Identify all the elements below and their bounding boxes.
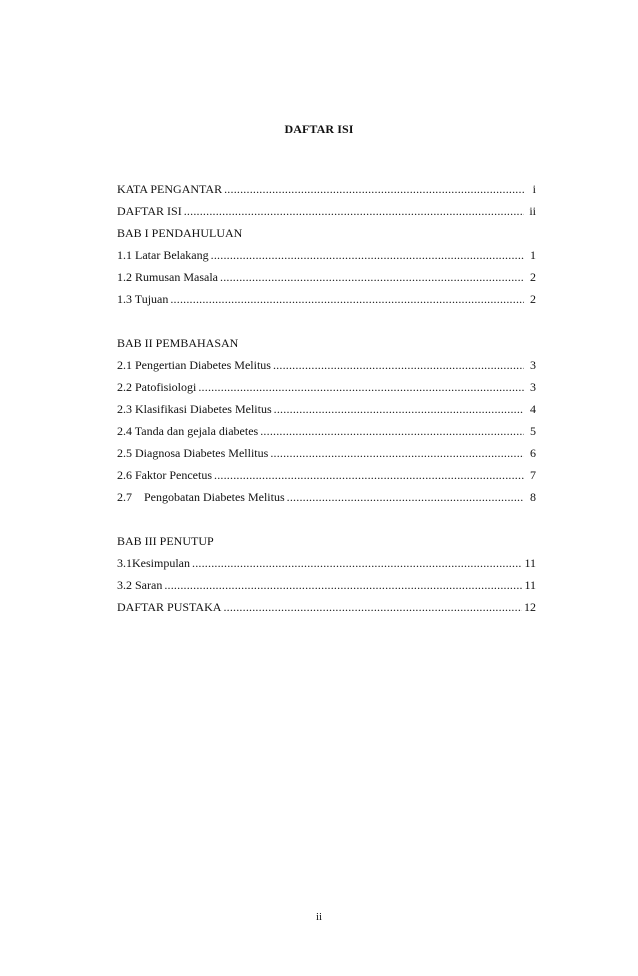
dot-leader — [273, 354, 524, 376]
toc-entry-page: 12 — [524, 600, 536, 614]
toc-entry-page: 8 — [530, 490, 536, 504]
dot-leader — [170, 288, 524, 310]
toc-entry-page: i — [532, 182, 536, 196]
dot-leader — [211, 244, 524, 266]
toc-chapter-label: BAB III PENUTUP — [117, 534, 214, 548]
toc-entry-label: 2.7 Pengobatan Diabetes Melitus — [117, 490, 285, 504]
dot-leader — [274, 398, 524, 420]
toc-entry-label: 1.1 Latar Belakang — [117, 248, 209, 262]
toc-entry-label: DAFTAR ISI — [117, 204, 182, 218]
toc-entry-page: 5 — [530, 424, 536, 438]
toc-entry — [117, 398, 539, 420]
dot-leader — [198, 376, 524, 398]
toc-chapter-label: BAB I PENDAHULUAN — [117, 226, 243, 240]
toc-entry-label: 1.3 Tujuan — [117, 292, 169, 306]
toc-entry — [117, 552, 539, 574]
toc-entry — [117, 420, 539, 442]
toc-entry-page: 3 — [530, 358, 536, 372]
toc-entry-label: 3.2 Saran — [117, 578, 163, 592]
toc-entry-label: 3.1Kesimpulan — [117, 556, 190, 570]
toc-entry-label: 2.3 Klasifikasi Diabetes Melitus — [117, 402, 272, 416]
toc-entry-page: 2 — [530, 292, 536, 306]
toc-entry-page: ii — [529, 204, 536, 218]
toc-entry-daftar-pustaka — [117, 596, 539, 618]
toc-entry-label: 2.1 Pengertian Diabetes Melitus — [117, 358, 271, 372]
dot-leader — [287, 486, 524, 508]
dot-leader — [214, 464, 524, 486]
toc-entry-label: 2.5 Diagnosa Diabetes Mellitus — [117, 446, 269, 460]
dot-leader — [224, 178, 524, 200]
toc-entry — [117, 486, 539, 508]
dot-leader — [220, 266, 524, 288]
dot-leader — [270, 442, 524, 464]
dot-leader — [192, 552, 522, 574]
toc-entry-page: 11 — [524, 556, 536, 570]
toc-entry-page: 3 — [530, 380, 536, 394]
footer-page-number: ii — [315, 911, 323, 923]
toc-entry-page: 11 — [524, 578, 536, 592]
toc-entry-label: KATA PENGANTAR — [117, 182, 223, 196]
toc-chapter-heading — [117, 222, 539, 244]
toc-entry-page: 1 — [530, 248, 536, 262]
toc-entry — [117, 442, 539, 464]
toc-entry-label: 2.4 Tanda dan gejala diabetes — [117, 424, 259, 438]
toc-chapter-label: BAB II PEMBAHASAN — [117, 336, 239, 350]
toc-entry — [117, 244, 539, 266]
dot-leader — [164, 574, 522, 596]
toc-entry-label: DAFTAR PUSTAKA — [117, 600, 222, 614]
toc-chapter-heading — [117, 332, 539, 354]
dot-leader — [184, 200, 524, 222]
toc-entry-label: 2.6 Faktor Pencetus — [117, 468, 212, 482]
toc-entry-page: 7 — [530, 468, 536, 482]
toc-entry-page: 2 — [530, 270, 536, 284]
toc-entry — [117, 266, 539, 288]
dot-leader — [260, 420, 524, 442]
toc-entry — [117, 574, 539, 596]
toc-entry-daftar-isi — [117, 200, 539, 222]
toc-entry — [117, 464, 539, 486]
toc-entry-page: 6 — [530, 446, 536, 460]
toc-entry — [117, 376, 539, 398]
toc-entry — [117, 288, 539, 310]
toc-entry — [117, 354, 539, 376]
toc-entry-kata-pengantar — [117, 178, 539, 200]
dot-leader — [223, 596, 522, 618]
toc-chapter-heading — [117, 530, 539, 552]
table-of-contents — [117, 178, 539, 618]
toc-entry-label: 1.2 Rumusan Masala — [117, 270, 218, 284]
toc-entry-page: 4 — [530, 402, 536, 416]
page-title: DAFTAR ISI — [284, 122, 354, 136]
toc-entry-label: 2.2 Patofisiologi — [117, 380, 197, 394]
